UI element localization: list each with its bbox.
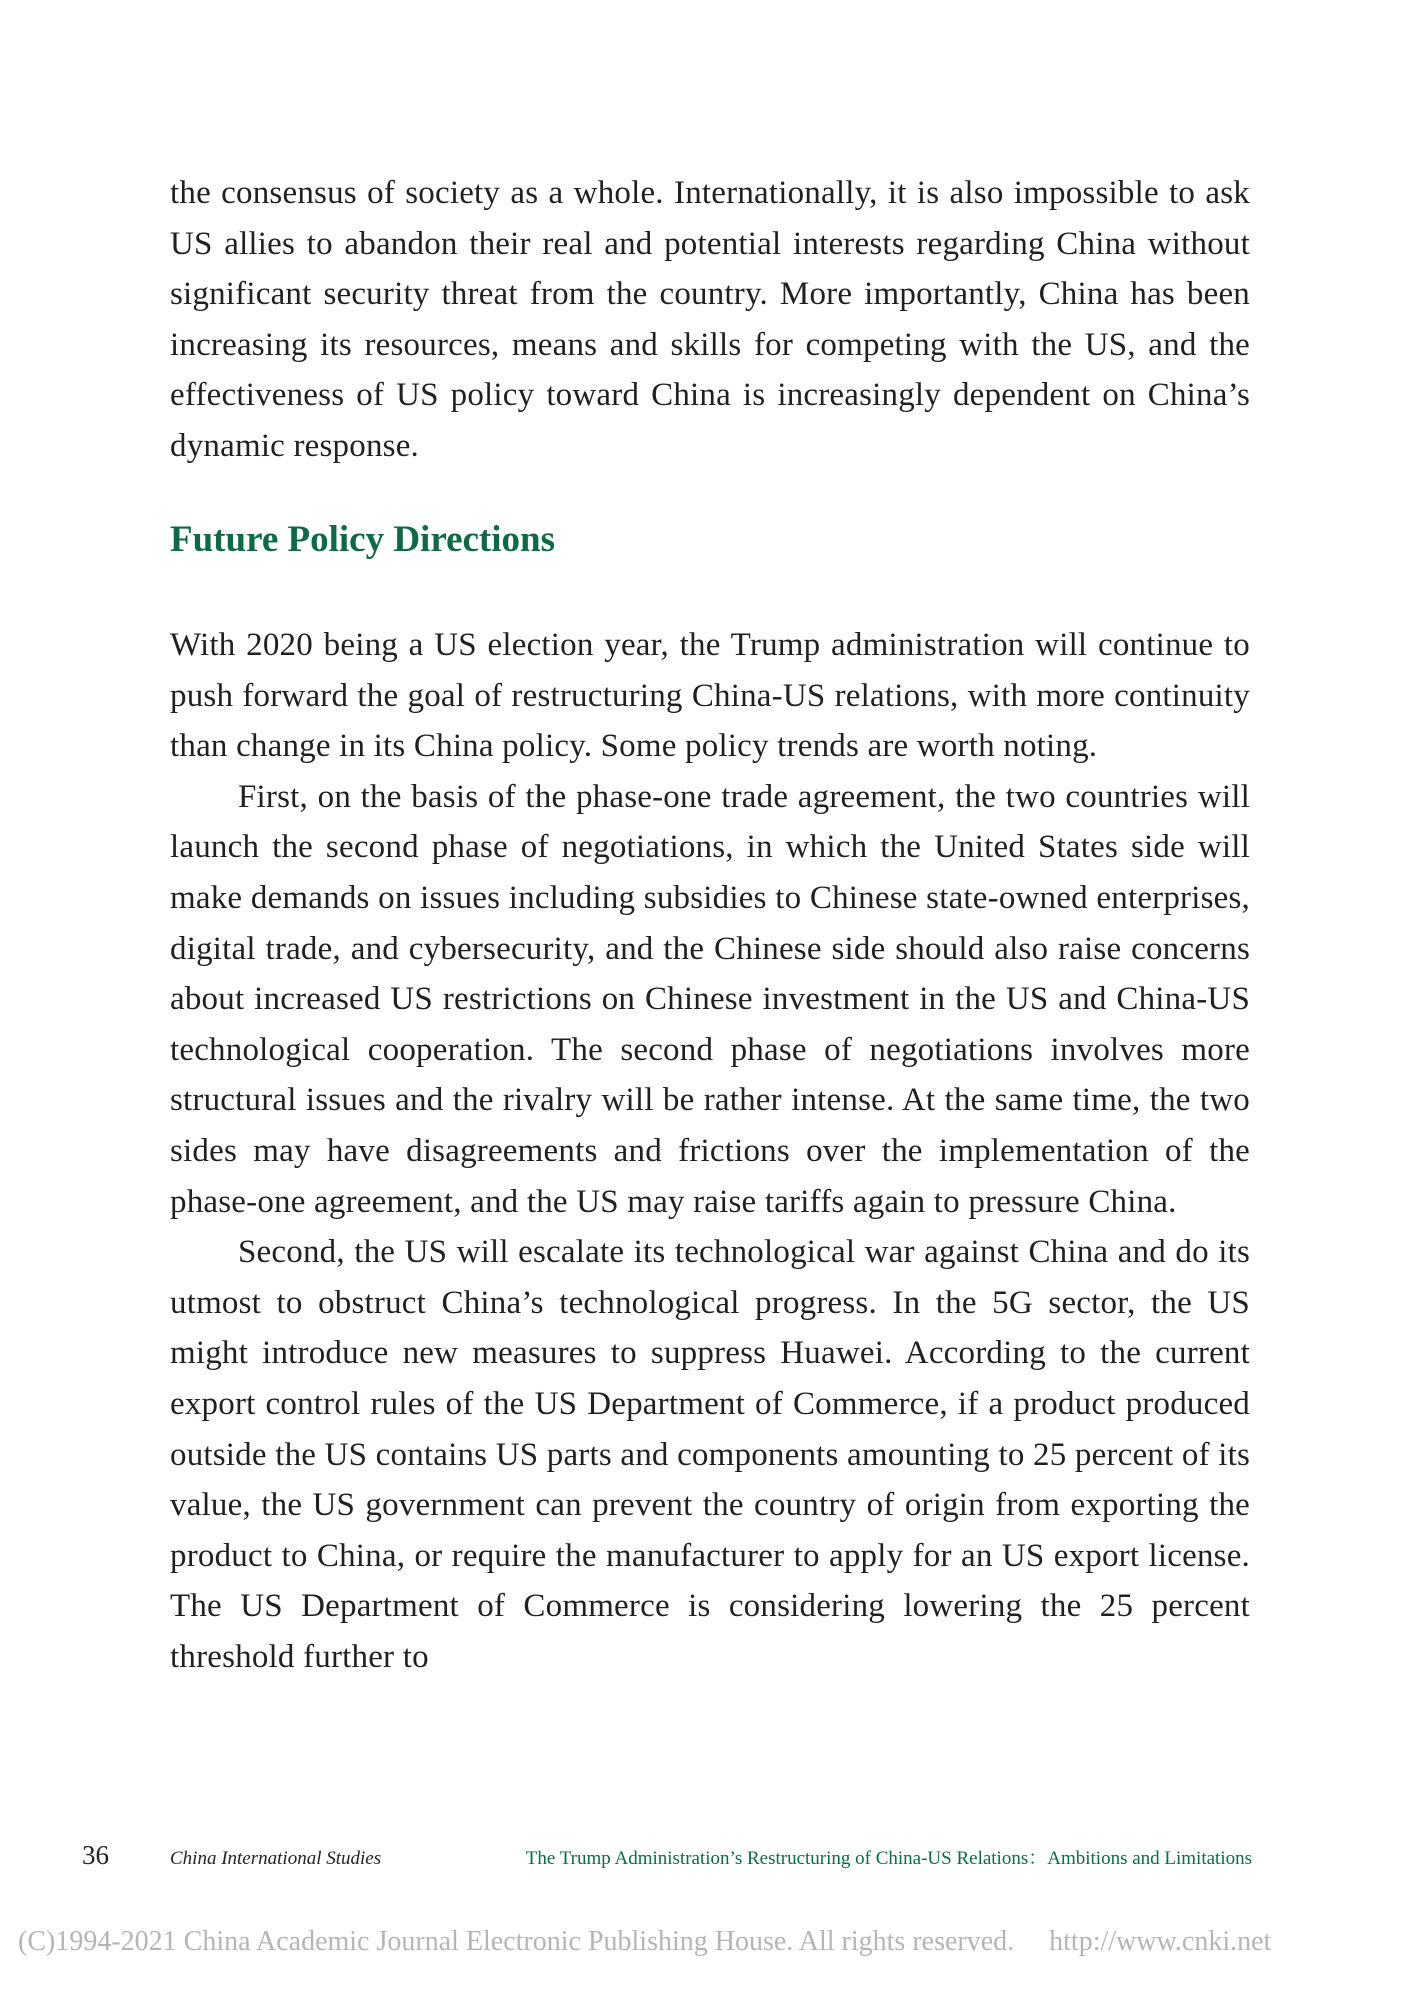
- page-footer: [82, 1840, 1252, 1870]
- continued-paragraph: the consensus of society as a whole. Internationally, it is also impossible to ask US allies to abandon their real and potential interests regarding China without significant security threat from the country. More importantly, China has been increasing its resources, means and skills for competing with the US, and the effectiveness of US policy toward China is increasingly dependent on China’s dynamic response.: [170, 175, 1250, 464]
- running-title: The Trump Administration’s Restructuring of China-US Relations：Ambitions and Limitations: [525, 1848, 1252, 1869]
- section-body: [170, 620, 1250, 1682]
- section-heading: Future Policy Directions: [170, 519, 556, 560]
- watermark-url: http://www.cnki.net: [1049, 1926, 1272, 1957]
- body-paragraph: First, on the basis of the phase-one trade agreement, the two countries will launch the second phase of negotiations, in which the United States side will make demands on issues including subsidies to Chinese state-owned enterprises, digital trade, and cybersecurity, and the Chinese side should also raise concerns about increased US restrictions on Chinese investment in the US and China-US technological cooperation. The second phase of negotiations involves more structural issues and the rivalry will be rather intense. At the same time, the two sides may have disagreements and frictions over the implementation of the phase-one agreement, and the US may raise tariffs again to pressure China.: [170, 778, 1250, 1220]
- journal-name: China International Studies: [170, 1848, 382, 1869]
- body-paragraph: Second, the US will escalate its technological war against China and do its utmost to obstruct China’s technological progress. In the 5G sector, the US might introduce new measures to suppress Huawei. According to the current export control rules of the US Department of Commerce, if a product produced outside the US contains US parts and components amounting to 25 percent of its value, the US government can prevent the country of origin from exporting the product to China, or require the manufacturer to apply for an US export license. The US Department of Commerce is considering lowering the 25 percent threshold further to: [170, 1234, 1250, 1675]
- body-paragraph: With 2020 being a US election year, the Trump administration will continue to push forward the goal of restructuring China-US relations, with more continuity than change in its China policy. Some policy trends are worth noting.: [170, 627, 1250, 765]
- copyright-watermark: [18, 1926, 1417, 1958]
- copyright-text: (C)1994-2021 China Academic Journal Electronic Publishing House. All rights reserved.: [18, 1926, 1015, 1957]
- page-number: 36: [82, 1840, 109, 1870]
